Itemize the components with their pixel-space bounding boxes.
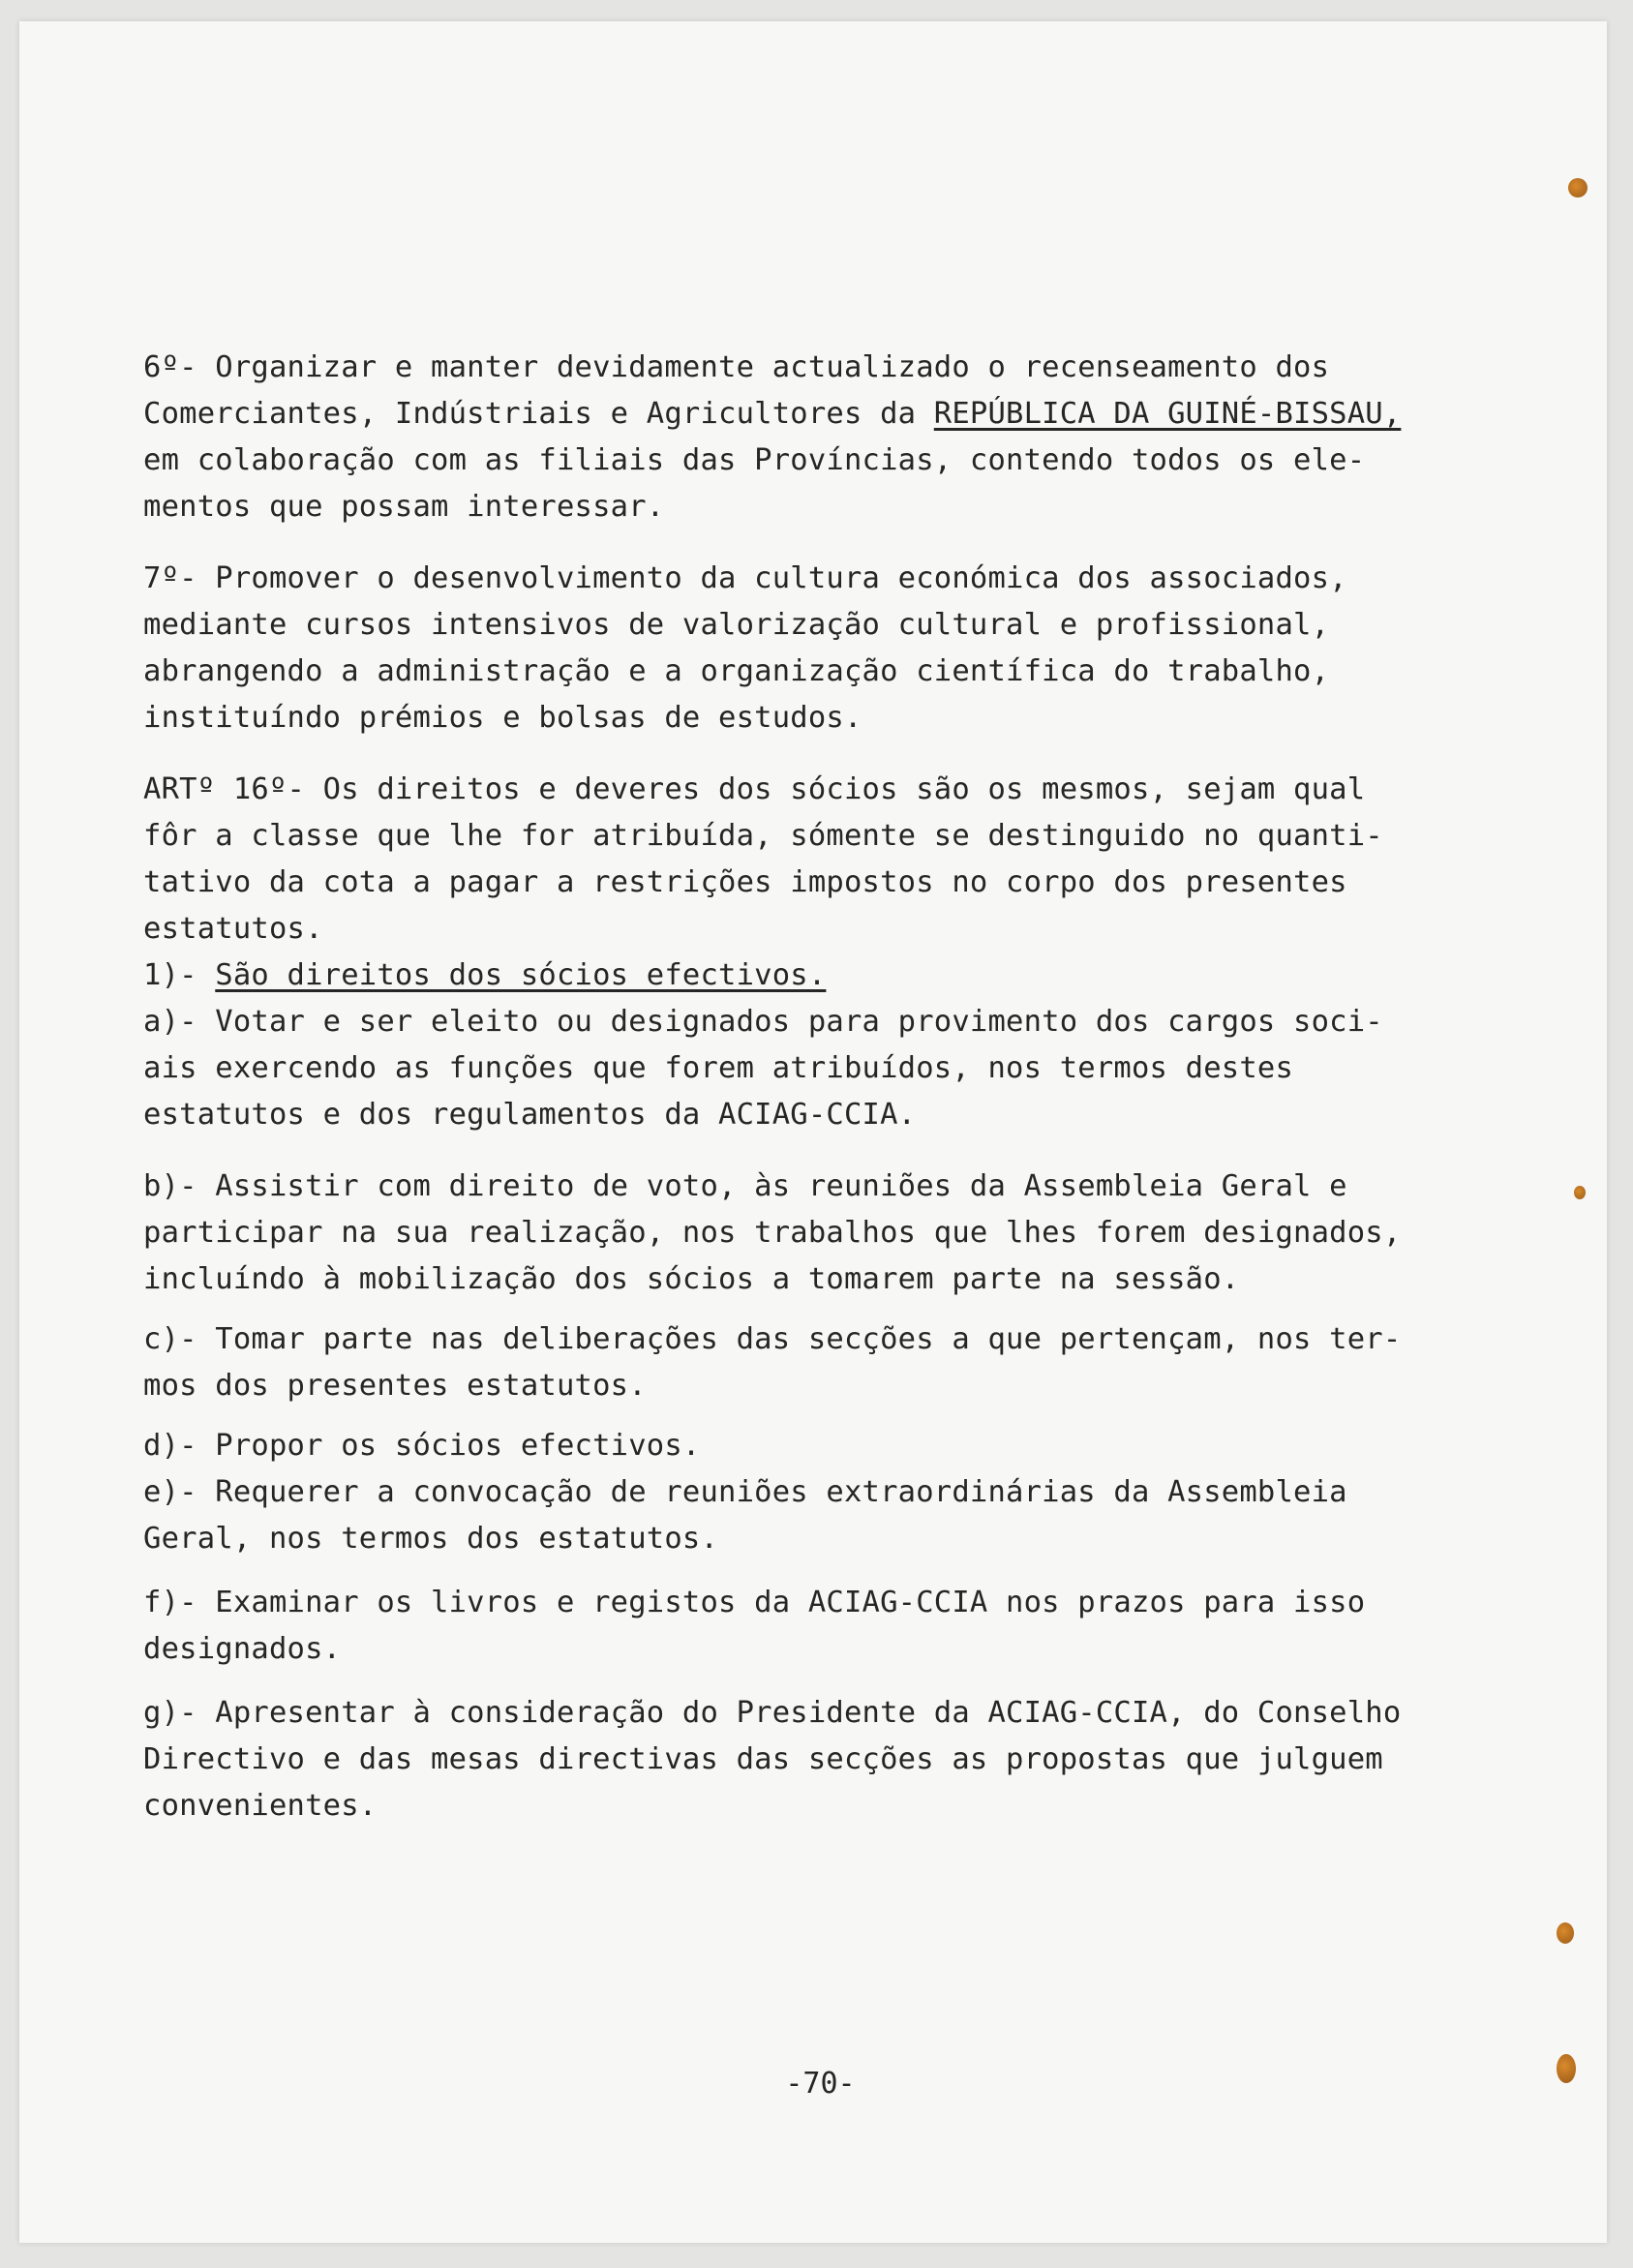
country-name: REPÚBLICA DA GUINÉ-BISSAU, [933,397,1402,431]
text-line: g)- Apresentar à consideração do Presidente da ACIAG-CCIA, do Conselho [143,1696,1402,1730]
text-line: em colaboração com as filiais das Províncias, contendo todos os ele- [143,443,1366,477]
text-line: participar na sua realização, nos trabalhos que lhes forem designados, [143,1216,1402,1250]
text-line: b)- Assistir com direito de voto, às reuniões da Assembleia Geral e [143,1169,1347,1203]
text-line: c)- Tomar parte nas deliberações das secções a que pertençam, nos ter- [143,1322,1402,1356]
clause-c [143,1316,1518,1409]
text-line: estatutos. [143,912,323,946]
text-line: a)- Votar e ser eleito ou designados para provimento dos cargos soci- [143,1005,1383,1039]
page-number: -70- [785,2067,856,2101]
punch-hole-middle [1574,1186,1586,1199]
text-line: 7º- Promover o desenvolvimento da cultura económica dos associados, [143,561,1347,595]
text-line: tativo da cota a pagar a restrições impostos no corpo dos presentes [143,865,1347,899]
document-body [143,345,1518,1830]
text-line: mentos que possam interessar. [143,490,665,524]
clause-e [143,1469,1518,1562]
section-heading-rights [143,953,1518,999]
text-line: estatutos e dos regulamentos da ACIAG-CCIA. [143,1098,917,1132]
text-line: 6º- Organizar e manter devidamente actualizado o recenseamento dos [143,350,1330,384]
text-line: Directivo e das mesas directivas das secções as propostas que julguem [143,1742,1383,1776]
text-line: abrangendo a administração e a organização científica do trabalho, [143,654,1330,688]
text-line: designados. [143,1632,342,1666]
text-line: d)- Propor os sócios efectivos. [143,1429,701,1463]
clause-b [143,1164,1518,1303]
punch-hole-lower [1557,1922,1574,1944]
text-line: ais exercendo as funções que forem atribuídos, nos termos destes [143,1051,1294,1085]
text-line: incluíndo à mobilização dos sócios a tomarem parte na sessão. [143,1262,1240,1296]
text-line: mediante cursos intensivos de valorização cultural e profissional, [143,608,1330,642]
text-line: ARTº 16º- Os direitos e deveres dos sócios são os mesmos, sejam qual [143,772,1366,806]
paragraph-article-16 [143,767,1518,953]
text-line: Comerciantes, Indústriais e Agricultores da REPÚBLICA DA GUINÉ-BISSAU, [143,397,1402,431]
text-line: instituíndo prémios e bolsas de estudos. [143,701,862,735]
text-line: fôr a classe que lhe for atribuída, sómente se destinguido no quanti- [143,819,1383,853]
text-line: e)- Requerer a convocação de reuniões extraordinárias da Assembleia [143,1475,1347,1509]
clause-g [143,1690,1518,1830]
section-title: São direitos dos sócios efectivos. [215,958,827,992]
text-line: Geral, nos termos dos estatutos. [143,1522,719,1556]
paragraph-item-6 [143,345,1518,530]
clause-d [143,1423,1518,1469]
text-line: 1)- São direitos dos sócios efectivos. [143,958,827,992]
clause-a [143,999,1518,1138]
punch-hole-top [1568,178,1588,197]
text-line: convenientes. [143,1789,378,1823]
paragraph-item-7 [143,556,1518,741]
text-line: mos dos presentes estatutos. [143,1369,647,1403]
text-line: f)- Examinar os livros e registos da ACIAG-CCIA nos prazos para isso [143,1586,1366,1619]
clause-f [143,1580,1518,1673]
